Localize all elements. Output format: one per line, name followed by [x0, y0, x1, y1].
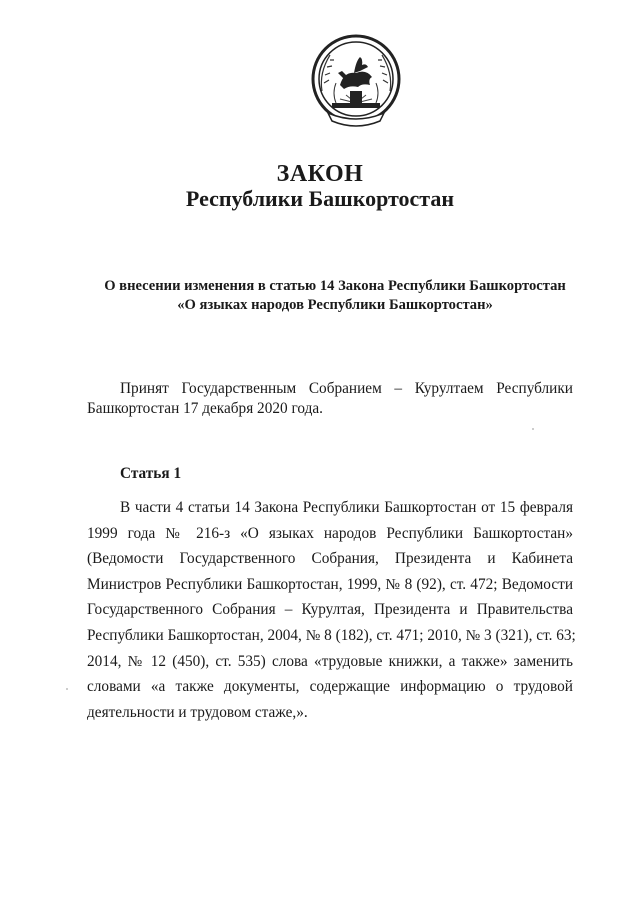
coat-of-arms-emblem	[310, 33, 402, 129]
scan-speck	[66, 688, 68, 690]
article-line: В части 4 статьи 14 Закона Республики Башкортостан от 15 февраля	[120, 499, 573, 516]
article-line: 2014, № 12 (450), ст. 535) слова «трудовые книжки, а также» заменить	[87, 652, 573, 670]
law-subject-line: О внесении изменения в статью 14 Закона Республики Башкортостан	[104, 278, 566, 294]
article-line: словами «а также документы, содержащие информацию о трудовой	[87, 678, 573, 696]
adoption-line: Башкортостан 17 декабря 2020 года.	[87, 400, 323, 417]
law-subject	[90, 277, 580, 315]
article-line: (Ведомости Государственного Собрания, Президента и Кабинета	[87, 550, 573, 568]
article-line: деятельности и трудовом стаже,».	[87, 703, 308, 721]
adoption-line: Принят Государственным Собранием – Курултаем Республики	[120, 380, 573, 397]
article-line: Республики Башкортостан, 2004, № 8 (182), ст. 471; 2010, № 3 (321), ст. 63;	[87, 626, 576, 644]
adoption-statement	[87, 379, 573, 419]
article-heading: Статья 1	[120, 465, 182, 482]
document-subtitle: Республики Башкортостан	[185, 186, 455, 211]
document-title: ЗАКОН	[276, 161, 364, 187]
article-line: Министров Республики Башкортостан, 1999, № 8 (92), ст. 472; Ведомости	[87, 575, 573, 593]
article-body	[87, 495, 576, 725]
article-line: 1999 года № 216-з «О языках народов Республики Башкортостан»	[87, 524, 573, 542]
coat-of-arms-icon	[310, 33, 402, 129]
article-line: Государственного Собрания – Курултая, Президента и Правительства	[87, 601, 573, 619]
scan-speck	[532, 428, 534, 430]
law-subject-line: «О языках народов Республики Башкортостан»	[177, 297, 493, 313]
